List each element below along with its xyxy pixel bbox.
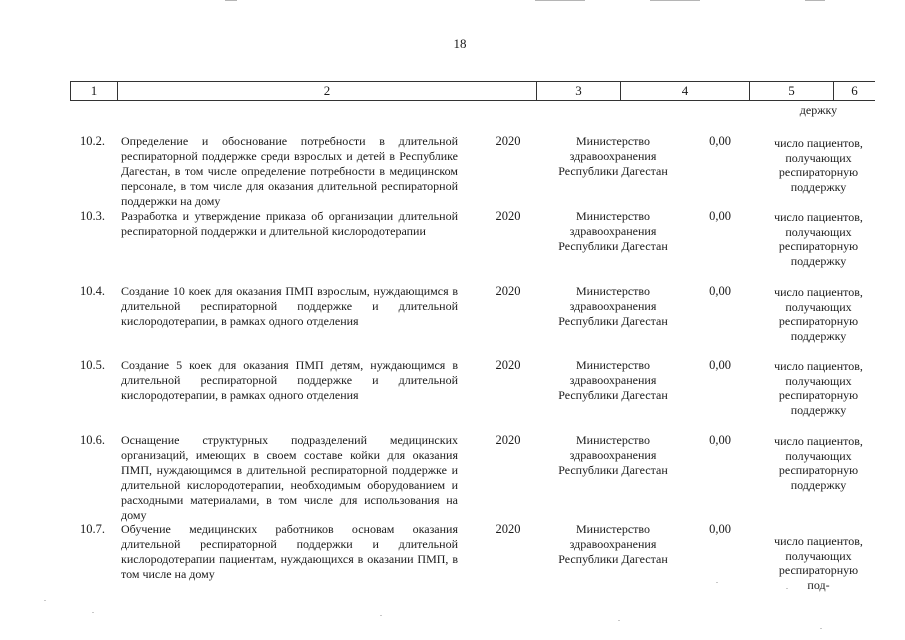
row-indicator: число пациентов, получающих респираторную поддержку — [774, 210, 863, 268]
row-number: 10.6. — [80, 433, 105, 447]
row-amount: 0,00 — [709, 134, 731, 148]
header-col-6: 6 — [833, 82, 875, 100]
table-header — [70, 81, 875, 101]
row-indicator: число пациентов, получающих респираторную под- — [774, 534, 863, 592]
row-year: 2020 — [495, 209, 521, 223]
row-year: 2020 — [495, 522, 521, 536]
row-description: Определение и обоснование потребности в длительной респираторной поддержке среди взрослых и детей в Республике Дагестан, в том числе определение потребности в медицинском персонале, в том числе для оказания длительной респираторной поддержки на дому — [121, 134, 458, 208]
row-number: 10.2. — [80, 134, 105, 148]
row-responsible: Министерство здравоохранения Республики Дагестан — [558, 209, 668, 253]
row-number: 10.3. — [80, 209, 105, 223]
row-number: 10.7. — [80, 522, 105, 536]
row-year: 2020 — [495, 134, 521, 148]
row-responsible: Министерство здравоохранения Республики Дагестан — [558, 358, 668, 402]
header-col-2: 2 — [117, 82, 536, 100]
header-col-5: 5 — [749, 82, 833, 100]
row-year: 2020 — [495, 433, 521, 447]
row-amount: 0,00 — [709, 284, 731, 298]
row-description: Оснащение структурных подразделений медицинских организаций, имеющих в своем составе койки для оказания ПМП, нуждающимся в длительной респираторной поддержке и длительной кислородотерапии, необходимым оборудованием и расходными материалами, в том числе для использования на дому — [121, 433, 458, 522]
continued-indicator: держку — [799, 103, 838, 117]
scan-artifact — [650, 0, 700, 1]
scan-artifact — [535, 0, 585, 1]
row-description: Создание 10 коек для оказания ПМП взрослым, нуждающимся в длительной респираторной поддержке и длительной кислородотерапии, в рамках одного отделения — [121, 284, 458, 328]
header-col-3: 3 — [536, 82, 620, 100]
row-description: Разработка и утверждение приказа об организации длительной респираторной поддержки и длительной кислородотерапии — [121, 209, 458, 238]
row-indicator: число пациентов, получающих респираторную поддержку — [774, 434, 863, 492]
scan-artifact — [820, 628, 822, 629]
header-col-4: 4 — [620, 82, 749, 100]
row-number: 10.5. — [80, 358, 105, 372]
row-amount: 0,00 — [709, 522, 731, 536]
row-year: 2020 — [495, 358, 521, 372]
scan-artifact — [225, 0, 237, 1]
row-indicator: число пациентов, получающих респираторную поддержку — [774, 136, 863, 194]
scan-artifact — [716, 582, 718, 583]
scan-artifact — [44, 600, 46, 601]
row-amount: 0,00 — [709, 433, 731, 447]
scan-artifact — [805, 0, 825, 1]
row-number: 10.4. — [80, 284, 105, 298]
row-description: Создание 5 коек для оказания ПМП детям, нуждающимся в длительной респираторной поддержке и длительной кислородотерапии, в рамках одного отделения — [121, 358, 458, 402]
page-number: 18 — [453, 36, 467, 51]
scan-artifact — [380, 615, 382, 616]
scan-artifact — [786, 588, 788, 589]
scan-artifact — [92, 612, 94, 613]
scan-artifact — [618, 620, 620, 621]
row-amount: 0,00 — [709, 358, 731, 372]
row-indicator: число пациентов, получающих респираторную поддержку — [774, 359, 863, 417]
row-description: Обучение медицинских работников основам оказания длительной респираторной поддержки и длительной кислородотерапии пациентам, нуждающихся в оказании ПМП, в том числе на дому — [121, 522, 458, 581]
row-responsible: Министерство здравоохранения Республики Дагестан — [558, 134, 668, 178]
header-col-1: 1 — [70, 82, 117, 100]
row-amount: 0,00 — [709, 209, 731, 223]
row-responsible: Министерство здравоохранения Республики Дагестан — [558, 284, 668, 328]
row-responsible: Министерство здравоохранения Республики Дагестан — [558, 522, 668, 566]
row-indicator: число пациентов, получающих респираторную поддержку — [774, 285, 863, 343]
row-year: 2020 — [495, 284, 521, 298]
row-responsible: Министерство здравоохранения Республики Дагестан — [558, 433, 668, 477]
